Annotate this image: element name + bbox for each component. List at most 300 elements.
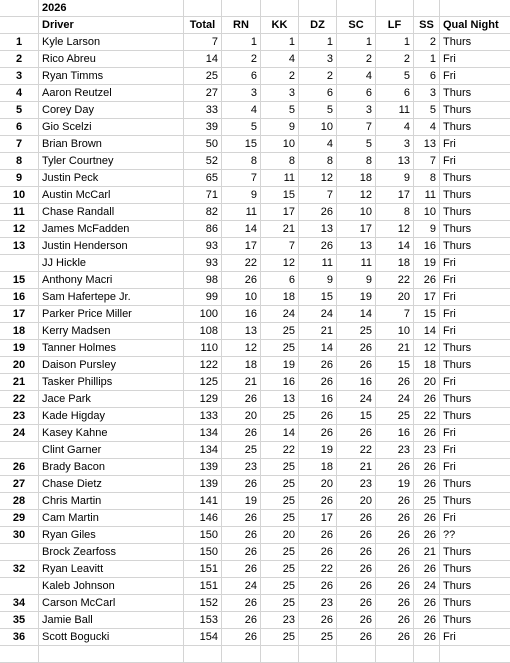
qual-night-cell[interactable]: Thurs [440, 204, 510, 221]
total-cell[interactable]: 146 [184, 510, 222, 527]
kk-cell[interactable]: 25 [261, 510, 299, 527]
total-cell[interactable]: 50 [184, 136, 222, 153]
rank-cell[interactable]: 23 [0, 408, 39, 425]
empty-cell[interactable] [376, 646, 414, 663]
kk-cell[interactable]: 25 [261, 476, 299, 493]
ss-cell[interactable]: 4 [414, 119, 440, 136]
header-cell-rn[interactable]: RN [222, 17, 261, 34]
driver-cell[interactable]: Aaron Reutzel [39, 85, 184, 102]
ss-cell[interactable]: 18 [414, 357, 440, 374]
dz-cell[interactable]: 6 [299, 85, 337, 102]
lf-cell[interactable]: 5 [376, 68, 414, 85]
qual-night-cell[interactable]: Thurs [440, 221, 510, 238]
qual-night-cell[interactable]: Thurs [440, 238, 510, 255]
ss-cell[interactable]: 15 [414, 306, 440, 323]
total-cell[interactable]: 154 [184, 629, 222, 646]
driver-cell[interactable]: Austin McCarl [39, 187, 184, 204]
dz-cell[interactable]: 23 [299, 595, 337, 612]
sc-cell[interactable]: 11 [337, 255, 376, 272]
lf-cell[interactable]: 26 [376, 510, 414, 527]
ss-cell[interactable]: 26 [414, 391, 440, 408]
sc-cell[interactable]: 25 [337, 323, 376, 340]
rank-cell[interactable]: 17 [0, 306, 39, 323]
ss-cell[interactable]: 26 [414, 425, 440, 442]
rn-cell[interactable]: 8 [222, 153, 261, 170]
dz-cell[interactable]: 24 [299, 306, 337, 323]
qual-night-cell[interactable]: Thurs [440, 102, 510, 119]
driver-cell[interactable]: Kaleb Johnson [39, 578, 184, 595]
total-cell[interactable]: 108 [184, 323, 222, 340]
header-cell-driver[interactable]: Driver [39, 17, 184, 34]
qual-night-cell[interactable]: Fri [440, 153, 510, 170]
empty-cell[interactable] [222, 646, 261, 663]
ss-cell[interactable]: 1 [414, 51, 440, 68]
rank-cell[interactable]: 13 [0, 238, 39, 255]
lf-cell[interactable]: 26 [376, 459, 414, 476]
rank-cell[interactable]: 36 [0, 629, 39, 646]
kk-cell[interactable]: 25 [261, 408, 299, 425]
total-cell[interactable]: 27 [184, 85, 222, 102]
sc-cell[interactable]: 26 [337, 561, 376, 578]
total-cell[interactable]: 122 [184, 357, 222, 374]
kk-cell[interactable]: 18 [261, 289, 299, 306]
total-cell[interactable]: 100 [184, 306, 222, 323]
cell[interactable] [414, 0, 440, 17]
sc-cell[interactable]: 26 [337, 340, 376, 357]
rn-cell[interactable]: 26 [222, 391, 261, 408]
kk-cell[interactable]: 11 [261, 170, 299, 187]
rn-cell[interactable]: 26 [222, 544, 261, 561]
qual-night-cell[interactable]: Thurs [440, 476, 510, 493]
sc-cell[interactable]: 16 [337, 374, 376, 391]
ss-cell[interactable]: 25 [414, 493, 440, 510]
total-cell[interactable]: 125 [184, 374, 222, 391]
total-cell[interactable]: 133 [184, 408, 222, 425]
rn-cell[interactable]: 21 [222, 374, 261, 391]
driver-cell[interactable]: Kasey Kahne [39, 425, 184, 442]
ss-cell[interactable]: 26 [414, 459, 440, 476]
year-cell[interactable]: 2026 [39, 0, 184, 17]
driver-cell[interactable]: Kyle Larson [39, 34, 184, 51]
ss-cell[interactable]: 16 [414, 238, 440, 255]
dz-cell[interactable]: 7 [299, 187, 337, 204]
lf-cell[interactable]: 26 [376, 527, 414, 544]
rank-cell[interactable]: 29 [0, 510, 39, 527]
driver-cell[interactable]: Clint Garner [39, 442, 184, 459]
ss-cell[interactable]: 26 [414, 612, 440, 629]
total-cell[interactable]: 152 [184, 595, 222, 612]
total-cell[interactable]: 151 [184, 578, 222, 595]
kk-cell[interactable]: 21 [261, 221, 299, 238]
rn-cell[interactable]: 23 [222, 459, 261, 476]
rank-cell[interactable]: 10 [0, 187, 39, 204]
total-cell[interactable]: 153 [184, 612, 222, 629]
rn-cell[interactable]: 18 [222, 357, 261, 374]
qual-night-cell[interactable]: Thurs [440, 612, 510, 629]
qual-night-cell[interactable]: Fri [440, 323, 510, 340]
ss-cell[interactable]: 26 [414, 476, 440, 493]
sc-cell[interactable]: 19 [337, 289, 376, 306]
sc-cell[interactable]: 24 [337, 391, 376, 408]
kk-cell[interactable]: 24 [261, 306, 299, 323]
qual-night-cell[interactable]: Thurs [440, 391, 510, 408]
lf-cell[interactable]: 15 [376, 357, 414, 374]
kk-cell[interactable]: 9 [261, 119, 299, 136]
dz-cell[interactable]: 26 [299, 204, 337, 221]
dz-cell[interactable]: 13 [299, 221, 337, 238]
dz-cell[interactable]: 26 [299, 408, 337, 425]
dz-cell[interactable]: 26 [299, 238, 337, 255]
qual-night-cell[interactable]: Thurs [440, 493, 510, 510]
ss-cell[interactable]: 14 [414, 323, 440, 340]
qual-night-cell[interactable]: Fri [440, 306, 510, 323]
kk-cell[interactable]: 5 [261, 102, 299, 119]
qual-night-cell[interactable]: Thurs [440, 340, 510, 357]
rn-cell[interactable]: 1 [222, 34, 261, 51]
dz-cell[interactable]: 21 [299, 323, 337, 340]
driver-cell[interactable]: Chase Dietz [39, 476, 184, 493]
ss-cell[interactable]: 10 [414, 204, 440, 221]
empty-cell[interactable] [414, 646, 440, 663]
dz-cell[interactable]: 15 [299, 289, 337, 306]
kk-cell[interactable]: 3 [261, 85, 299, 102]
rn-cell[interactable]: 26 [222, 510, 261, 527]
rn-cell[interactable]: 2 [222, 51, 261, 68]
rn-cell[interactable]: 9 [222, 187, 261, 204]
rank-cell[interactable]: 11 [0, 204, 39, 221]
rank-cell[interactable]: 21 [0, 374, 39, 391]
kk-cell[interactable]: 25 [261, 595, 299, 612]
header-cell-qual-night[interactable]: Qual Night [440, 17, 510, 34]
ss-cell[interactable]: 26 [414, 510, 440, 527]
dz-cell[interactable]: 10 [299, 119, 337, 136]
lf-cell[interactable]: 4 [376, 119, 414, 136]
lf-cell[interactable]: 26 [376, 595, 414, 612]
sc-cell[interactable]: 26 [337, 544, 376, 561]
qual-night-cell[interactable]: Fri [440, 272, 510, 289]
dz-cell[interactable]: 1 [299, 34, 337, 51]
rn-cell[interactable]: 7 [222, 170, 261, 187]
rn-cell[interactable]: 25 [222, 442, 261, 459]
ss-cell[interactable]: 12 [414, 340, 440, 357]
driver-cell[interactable]: Kerry Madsen [39, 323, 184, 340]
sc-cell[interactable]: 26 [337, 510, 376, 527]
kk-cell[interactable]: 10 [261, 136, 299, 153]
ss-cell[interactable]: 2 [414, 34, 440, 51]
dz-cell[interactable]: 14 [299, 340, 337, 357]
dz-cell[interactable]: 26 [299, 357, 337, 374]
rn-cell[interactable]: 3 [222, 85, 261, 102]
rank-cell[interactable] [0, 255, 39, 272]
qual-night-cell[interactable]: Thurs [440, 357, 510, 374]
cell[interactable] [299, 0, 337, 17]
ss-cell[interactable]: 26 [414, 272, 440, 289]
ss-cell[interactable]: 23 [414, 442, 440, 459]
driver-cell[interactable]: Chris Martin [39, 493, 184, 510]
qual-night-cell[interactable]: Fri [440, 136, 510, 153]
qual-night-cell[interactable]: Thurs [440, 187, 510, 204]
rn-cell[interactable]: 10 [222, 289, 261, 306]
ss-cell[interactable]: 6 [414, 68, 440, 85]
total-cell[interactable]: 86 [184, 221, 222, 238]
sc-cell[interactable]: 9 [337, 272, 376, 289]
empty-cell[interactable] [299, 646, 337, 663]
rank-cell[interactable]: 12 [0, 221, 39, 238]
ss-cell[interactable]: 17 [414, 289, 440, 306]
rank-cell[interactable] [0, 544, 39, 561]
rn-cell[interactable]: 11 [222, 204, 261, 221]
total-cell[interactable]: 93 [184, 238, 222, 255]
kk-cell[interactable]: 13 [261, 391, 299, 408]
kk-cell[interactable]: 23 [261, 612, 299, 629]
rn-cell[interactable]: 26 [222, 612, 261, 629]
rn-cell[interactable]: 26 [222, 425, 261, 442]
driver-cell[interactable]: Brian Brown [39, 136, 184, 153]
ss-cell[interactable]: 20 [414, 374, 440, 391]
sc-cell[interactable]: 18 [337, 170, 376, 187]
dz-cell[interactable]: 26 [299, 544, 337, 561]
driver-cell[interactable]: Scott Bogucki [39, 629, 184, 646]
rank-cell[interactable]: 7 [0, 136, 39, 153]
rank-cell[interactable]: 32 [0, 561, 39, 578]
kk-cell[interactable]: 7 [261, 238, 299, 255]
ss-cell[interactable]: 11 [414, 187, 440, 204]
rn-cell[interactable]: 14 [222, 221, 261, 238]
ss-cell[interactable]: 21 [414, 544, 440, 561]
qual-night-cell[interactable]: Thurs [440, 595, 510, 612]
rank-cell[interactable]: 22 [0, 391, 39, 408]
dz-cell[interactable]: 22 [299, 561, 337, 578]
driver-cell[interactable]: James McFadden [39, 221, 184, 238]
driver-cell[interactable]: Justin Peck [39, 170, 184, 187]
ss-cell[interactable]: 26 [414, 595, 440, 612]
lf-cell[interactable]: 23 [376, 442, 414, 459]
rank-cell[interactable]: 24 [0, 425, 39, 442]
dz-cell[interactable]: 20 [299, 476, 337, 493]
rn-cell[interactable]: 16 [222, 306, 261, 323]
sc-cell[interactable]: 20 [337, 493, 376, 510]
rank-cell[interactable]: 26 [0, 459, 39, 476]
ss-cell[interactable]: 3 [414, 85, 440, 102]
dz-cell[interactable]: 17 [299, 510, 337, 527]
dz-cell[interactable]: 9 [299, 272, 337, 289]
dz-cell[interactable]: 26 [299, 612, 337, 629]
sc-cell[interactable]: 21 [337, 459, 376, 476]
rank-cell[interactable]: 20 [0, 357, 39, 374]
lf-cell[interactable]: 18 [376, 255, 414, 272]
header-cell-sc[interactable]: SC [337, 17, 376, 34]
dz-cell[interactable]: 8 [299, 153, 337, 170]
driver-cell[interactable]: Brady Bacon [39, 459, 184, 476]
rank-cell[interactable]: 18 [0, 323, 39, 340]
rn-cell[interactable]: 26 [222, 527, 261, 544]
total-cell[interactable]: 141 [184, 493, 222, 510]
sc-cell[interactable]: 8 [337, 153, 376, 170]
qual-night-cell[interactable]: Fri [440, 629, 510, 646]
empty-cell[interactable] [39, 646, 184, 663]
kk-cell[interactable]: 25 [261, 544, 299, 561]
lf-cell[interactable]: 19 [376, 476, 414, 493]
kk-cell[interactable]: 25 [261, 459, 299, 476]
lf-cell[interactable]: 13 [376, 153, 414, 170]
ss-cell[interactable]: 13 [414, 136, 440, 153]
kk-cell[interactable]: 16 [261, 374, 299, 391]
total-cell[interactable]: 71 [184, 187, 222, 204]
rn-cell[interactable]: 5 [222, 119, 261, 136]
sc-cell[interactable]: 26 [337, 629, 376, 646]
qual-night-cell[interactable]: Thurs [440, 34, 510, 51]
driver-cell[interactable]: Rico Abreu [39, 51, 184, 68]
lf-cell[interactable]: 7 [376, 306, 414, 323]
qual-night-cell[interactable]: Thurs [440, 119, 510, 136]
sc-cell[interactable]: 7 [337, 119, 376, 136]
qual-night-cell[interactable]: Fri [440, 255, 510, 272]
kk-cell[interactable]: 22 [261, 442, 299, 459]
driver-cell[interactable]: Daison Pursley [39, 357, 184, 374]
cell[interactable] [222, 0, 261, 17]
rank-cell[interactable]: 34 [0, 595, 39, 612]
kk-cell[interactable]: 14 [261, 425, 299, 442]
sc-cell[interactable]: 26 [337, 595, 376, 612]
total-cell[interactable]: 98 [184, 272, 222, 289]
kk-cell[interactable]: 2 [261, 68, 299, 85]
dz-cell[interactable]: 26 [299, 374, 337, 391]
kk-cell[interactable]: 20 [261, 527, 299, 544]
driver-cell[interactable]: Gio Scelzi [39, 119, 184, 136]
driver-cell[interactable]: Sam Hafertepe Jr. [39, 289, 184, 306]
sc-cell[interactable]: 26 [337, 425, 376, 442]
dz-cell[interactable]: 26 [299, 493, 337, 510]
ss-cell[interactable]: 26 [414, 629, 440, 646]
rn-cell[interactable]: 13 [222, 323, 261, 340]
qual-night-cell[interactable]: Thurs [440, 170, 510, 187]
rank-cell[interactable]: 9 [0, 170, 39, 187]
header-cell-rank[interactable] [0, 17, 39, 34]
lf-cell[interactable]: 26 [376, 374, 414, 391]
qual-night-cell[interactable]: Thurs [440, 85, 510, 102]
lf-cell[interactable]: 9 [376, 170, 414, 187]
qual-night-cell[interactable]: Thurs [440, 578, 510, 595]
total-cell[interactable]: 7 [184, 34, 222, 51]
total-cell[interactable]: 151 [184, 561, 222, 578]
ss-cell[interactable]: 5 [414, 102, 440, 119]
rank-cell[interactable]: 27 [0, 476, 39, 493]
lf-cell[interactable]: 25 [376, 408, 414, 425]
kk-cell[interactable]: 15 [261, 187, 299, 204]
dz-cell[interactable]: 2 [299, 68, 337, 85]
ss-cell[interactable]: 26 [414, 527, 440, 544]
lf-cell[interactable]: 6 [376, 85, 414, 102]
rank-cell[interactable]: 5 [0, 102, 39, 119]
header-cell-ss[interactable]: SS [414, 17, 440, 34]
rank-cell[interactable]: 6 [0, 119, 39, 136]
lf-cell[interactable]: 21 [376, 340, 414, 357]
rn-cell[interactable]: 26 [222, 476, 261, 493]
kk-cell[interactable]: 19 [261, 357, 299, 374]
rank-cell[interactable]: 2 [0, 51, 39, 68]
driver-cell[interactable]: Corey Day [39, 102, 184, 119]
rank-cell[interactable]: 19 [0, 340, 39, 357]
kk-cell[interactable]: 25 [261, 323, 299, 340]
sc-cell[interactable]: 5 [337, 136, 376, 153]
lf-cell[interactable]: 11 [376, 102, 414, 119]
kk-cell[interactable]: 8 [261, 153, 299, 170]
lf-cell[interactable]: 26 [376, 544, 414, 561]
driver-cell[interactable]: Parker Price Miller [39, 306, 184, 323]
rank-cell[interactable]: 30 [0, 527, 39, 544]
total-cell[interactable]: 93 [184, 255, 222, 272]
rank-cell[interactable]: 16 [0, 289, 39, 306]
sc-cell[interactable]: 26 [337, 578, 376, 595]
qual-night-cell[interactable]: ?? [440, 527, 510, 544]
total-cell[interactable]: 134 [184, 425, 222, 442]
dz-cell[interactable]: 16 [299, 391, 337, 408]
sc-cell[interactable]: 12 [337, 187, 376, 204]
driver-cell[interactable]: Kade Higday [39, 408, 184, 425]
kk-cell[interactable]: 1 [261, 34, 299, 51]
rank-cell[interactable]: 15 [0, 272, 39, 289]
kk-cell[interactable]: 4 [261, 51, 299, 68]
dz-cell[interactable]: 5 [299, 102, 337, 119]
driver-cell[interactable]: Jace Park [39, 391, 184, 408]
kk-cell[interactable]: 25 [261, 561, 299, 578]
empty-cell[interactable] [440, 646, 510, 663]
sc-cell[interactable]: 14 [337, 306, 376, 323]
lf-cell[interactable]: 1 [376, 34, 414, 51]
rank-cell[interactable]: 8 [0, 153, 39, 170]
total-cell[interactable]: 134 [184, 442, 222, 459]
total-cell[interactable]: 99 [184, 289, 222, 306]
lf-cell[interactable]: 24 [376, 391, 414, 408]
driver-cell[interactable]: JJ Hickle [39, 255, 184, 272]
cell[interactable] [440, 0, 510, 17]
rn-cell[interactable]: 26 [222, 629, 261, 646]
rn-cell[interactable]: 4 [222, 102, 261, 119]
sc-cell[interactable]: 13 [337, 238, 376, 255]
rn-cell[interactable]: 24 [222, 578, 261, 595]
total-cell[interactable]: 65 [184, 170, 222, 187]
sc-cell[interactable]: 4 [337, 68, 376, 85]
lf-cell[interactable]: 22 [376, 272, 414, 289]
rank-cell[interactable]: 35 [0, 612, 39, 629]
qual-night-cell[interactable]: Fri [440, 510, 510, 527]
lf-cell[interactable]: 20 [376, 289, 414, 306]
sc-cell[interactable]: 23 [337, 476, 376, 493]
rn-cell[interactable]: 26 [222, 561, 261, 578]
total-cell[interactable]: 150 [184, 527, 222, 544]
rn-cell[interactable]: 12 [222, 340, 261, 357]
lf-cell[interactable]: 26 [376, 629, 414, 646]
sc-cell[interactable]: 22 [337, 442, 376, 459]
sc-cell[interactable]: 15 [337, 408, 376, 425]
dz-cell[interactable]: 26 [299, 425, 337, 442]
rn-cell[interactable]: 26 [222, 272, 261, 289]
sc-cell[interactable]: 2 [337, 51, 376, 68]
qual-night-cell[interactable]: Fri [440, 425, 510, 442]
rn-cell[interactable]: 22 [222, 255, 261, 272]
qual-night-cell[interactable]: Fri [440, 459, 510, 476]
total-cell[interactable]: 129 [184, 391, 222, 408]
empty-cell[interactable] [0, 646, 39, 663]
driver-cell[interactable]: Cam Martin [39, 510, 184, 527]
driver-cell[interactable]: Tyler Courtney [39, 153, 184, 170]
kk-cell[interactable]: 25 [261, 340, 299, 357]
rn-cell[interactable]: 6 [222, 68, 261, 85]
qual-night-cell[interactable]: Thurs [440, 561, 510, 578]
qual-night-cell[interactable]: Fri [440, 68, 510, 85]
total-cell[interactable]: 150 [184, 544, 222, 561]
kk-cell[interactable]: 25 [261, 578, 299, 595]
